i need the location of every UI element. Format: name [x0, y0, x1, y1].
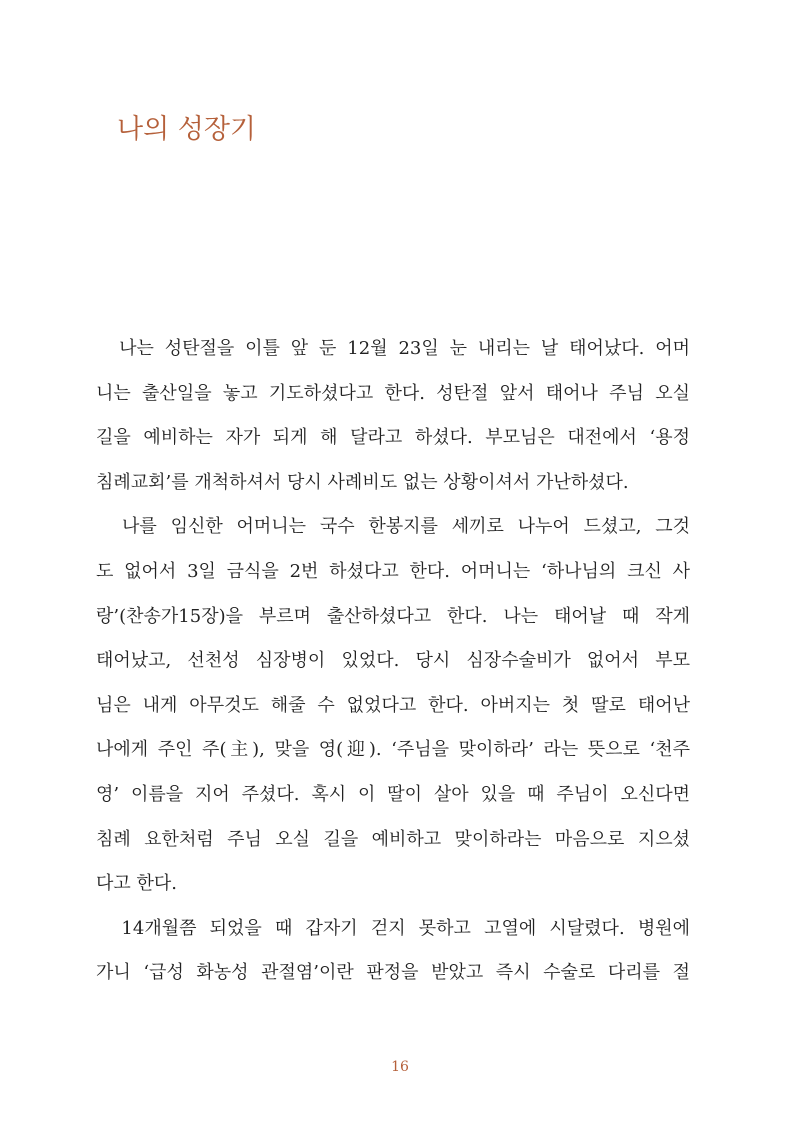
text-line: 침례 요한처럼 주님 오실 길을 예비하고 맞이하라는 마음으로 지으셨 [96, 828, 690, 850]
body-text [96, 327, 690, 996]
text-line: 침례교회’를 개척하셔서 당시 사례비도 없는 상황이셔서 가난하셨다. [96, 471, 629, 493]
text-line: 14개월쯤 되었을 때 갑자기 걷지 못하고 고열에 시달렸다. 병원에 [96, 917, 690, 939]
text-line: 다고 한다. [96, 873, 177, 895]
text-line: 나는 성탄절을 이틀 앞 둔 12월 23일 눈 내리는 날 태어났다. 어머 [96, 338, 690, 359]
text-line: 랑’(찬송가15장)을 부르며 출산하셨다고 한다. 나는 태어날 때 작게 [96, 605, 690, 627]
text-line: 태어났고, 선천성 심장병이 있었다. 당시 심장수술비가 없어서 부모 [96, 650, 690, 672]
text-line: 가니 ‘급성 화농성 관절염’이란 판정을 받았고 즉시 수술로 다리를 절 [96, 962, 690, 984]
page-number: 16 [391, 1059, 409, 1075]
text-line: 길을 예비하는 자가 되게 해 달라고 하셨다. 부모님은 대전에서 ‘용정 [96, 427, 690, 449]
text-line: 님은 내게 아무것도 해줄 수 없었다고 한다. 아버지는 첫 딸로 태어난 [96, 694, 690, 716]
text-line: 니는 출산일을 놓고 기도하셨다고 한다. 성탄절 앞서 태어나 주님 오실 [96, 382, 690, 404]
text-line: 나를 임신한 어머니는 국수 한봉지를 세끼로 나누어 드셨고, 그것 [96, 516, 690, 538]
text-line: 영’ 이름을 지어 주셨다. 혹시 이 딸이 살아 있을 때 주님이 오신다면 [96, 783, 690, 805]
chapter-title: 나의 성장기 [117, 114, 256, 145]
text-line: 나에게 주인 주(主), 맞을 영(迎). ‘주님을 맞이하라’ 라는 뜻으로 ‘천주 [96, 739, 690, 761]
text-line: 도 없어서 3일 금식을 2번 하셨다고 한다. 어머니는 ‘하나님의 크신 사 [96, 560, 690, 582]
